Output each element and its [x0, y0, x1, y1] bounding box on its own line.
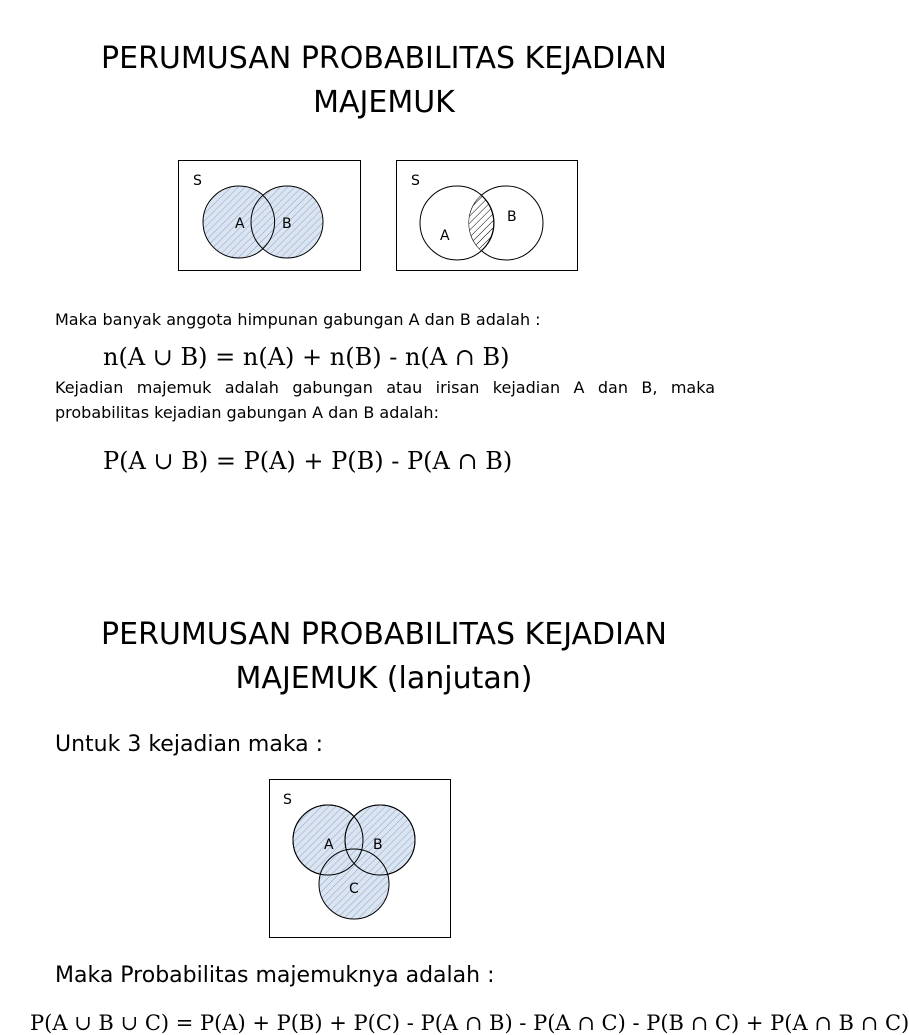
- formula-union-probability: P(A ∪ B) = P(A) + P(B) - P(A ∩ B): [103, 447, 513, 475]
- slide-1-title: [40, 37, 728, 125]
- slide-2: [0, 576, 909, 1035]
- venn-union-diagram: [178, 160, 361, 271]
- venn-three-c-label: C: [349, 881, 359, 897]
- slide-1: [0, 0, 768, 560]
- text-majemuk-probability: Maka Probabilitas majemuknya adalah :: [55, 963, 495, 988]
- venn-left-b-label: B: [282, 216, 292, 232]
- slide-2-title: [40, 613, 728, 701]
- venn-intersection-diagram: [396, 160, 578, 271]
- title-line-1: PERUMUSAN PROBABILITAS KEJADIAN: [101, 41, 667, 76]
- venn-right-a-label: A: [440, 228, 450, 244]
- venn-three-b-label: B: [373, 837, 383, 853]
- venn-three-s-label: S: [283, 792, 292, 808]
- text-union-count: Maka banyak anggota himpunan gabungan A dan B adalah :: [55, 310, 541, 329]
- venn-left-a-label: A: [235, 216, 245, 232]
- title-line-2: MAJEMUK: [313, 85, 455, 120]
- text-definition: Kejadian majemuk adalah gabungan atau irisan kejadian A dan B, maka probabilitas kejadian gabungan A dan B adalah:: [55, 378, 715, 422]
- text-three-events: Untuk 3 kejadian maka :: [55, 732, 324, 757]
- title-line-1: PERUMUSAN PROBABILITAS KEJADIAN: [101, 617, 667, 652]
- venn-three-events-diagram: [269, 779, 451, 938]
- formula-three-events: P(A ∪ B ∪ C) = P(A) + P(B) + P(C) - P(A ∩ B) - P(A ∩ C) - P(B ∩ C) + P(A ∩ B ∩ C): [30, 1011, 909, 1035]
- venn-right-s-label: S: [411, 173, 420, 189]
- venn-left-s-label: S: [193, 173, 202, 189]
- venn-right-b-label: B: [507, 209, 517, 225]
- title-line-2: MAJEMUK (lanjutan): [235, 661, 533, 696]
- venn-three-a-label: A: [324, 837, 334, 853]
- formula-union-count: n(A ∪ B) = n(A) + n(B) - n(A ∩ B): [103, 343, 510, 371]
